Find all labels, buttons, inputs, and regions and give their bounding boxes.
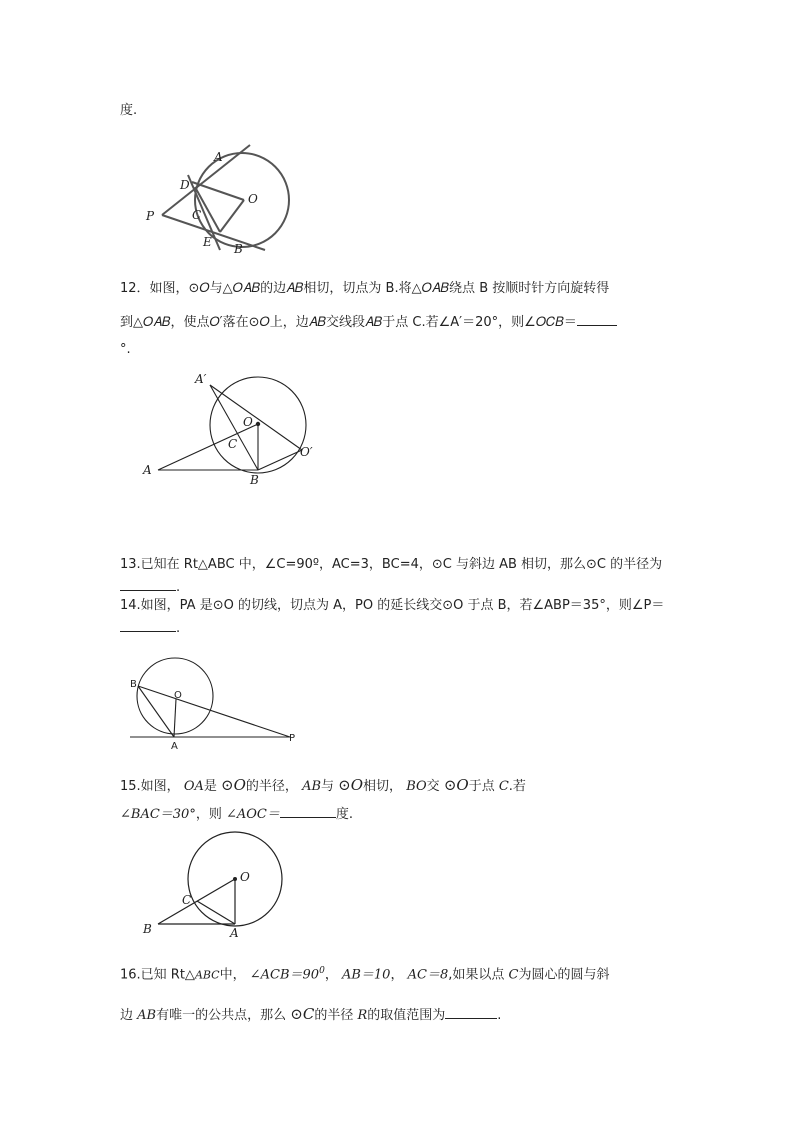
q15-math: ⊙O [338,776,364,794]
q16-math: ∠ACB＝90 [249,967,320,983]
label-p: P [146,209,155,223]
question-12-line-3: °. [120,342,131,357]
label-c: C [228,437,238,451]
q16-text: 的取值范围为 [367,1008,446,1023]
q16-text: 有唯一的公共点，那么 [156,1008,287,1023]
label-a: A [230,926,239,940]
q16-text: 为圆心的圆与斜 [518,967,610,983]
question-14-end: . [176,621,181,636]
q16-math: ABC [194,968,220,982]
answer-blank[interactable] [120,619,176,632]
q16-text: 16.已知 Rt△ [120,967,195,983]
label-e: E [203,235,212,249]
q15-math: C [498,779,509,794]
label-p: P [289,733,296,744]
answer-blank[interactable] [280,805,336,818]
q15-text: 与 [321,779,335,794]
figure-15 [140,830,300,945]
q15-text: 的半径， [245,779,298,794]
q15-text: 度. [335,807,354,822]
label-b: B [250,473,259,487]
q15-text: ，则 [195,807,222,822]
question-12-line-1: 12．如图，⊙𝑂与△𝑂𝐴𝐵的边𝐴𝐵相切，切点为 B.将△𝑂𝐴𝐵绕点 B 按顺时针方向旋转得 [120,281,610,296]
label-b: B [234,242,243,256]
q16-text: 边 [120,1008,134,1023]
q15-math: AB [302,779,322,794]
label-a: A [171,741,178,752]
q15-text: 于点 [468,779,495,794]
answer-blank[interactable] [445,1006,497,1019]
question-12-text: 到△𝑂𝐴𝐵，使点𝑂′落在⊙𝑂上，边𝐴𝐵交线段𝐴𝐵于点 C.若∠A′＝20°，则∠𝑂𝐶𝐵＝ [120,315,577,330]
q15-text: 是 [203,779,217,794]
label-o: O [174,690,182,701]
q15-math: ∠AOC＝ [225,807,280,822]
label-a: A [143,463,152,477]
figure-12 [140,370,320,490]
q16-text: 的半径 [314,1008,354,1023]
label-c: C [192,208,202,222]
q16-math: C [508,967,519,983]
q15-text: 相切， [363,779,403,794]
label-o: O [240,870,250,884]
question-13-line-1: 13.已知在 Rt△ABC 中，∠C=90º，AC=3，BC=4，⊙C 与斜边 AB 相切，那么⊙C 的半径为 [120,557,663,572]
answer-blank[interactable] [577,313,617,326]
q16-text: ， [390,967,404,983]
question-13-end: . [176,580,181,595]
q16-text: ， [324,967,338,983]
label-o: O [243,415,253,429]
figure-14 [125,655,305,755]
q16-math-sup: 0 [319,966,325,976]
q15-text: 交 [426,779,440,794]
figure-11 [140,140,300,260]
question-13-line-2 [120,578,180,596]
label-c: C [182,893,192,907]
q15-text: 15.如图， [120,779,180,794]
q15-math: ⊙O [443,776,469,794]
q15-text: .若 [508,779,526,794]
q16-text: 中， [219,967,246,983]
label-d: D [180,178,190,192]
question-16-line-2 [120,1006,501,1024]
question-12-line-2 [120,313,617,331]
text-line: 度. [120,103,138,118]
question-14-line-2 [120,619,180,637]
q16-math: AC＝8 [407,967,449,983]
q16-math: AB [137,1008,157,1023]
q16-math: AB＝10 [341,967,391,983]
q16-text: ,如果以点 [448,967,505,983]
answer-blank[interactable] [120,578,176,591]
label-o: O [248,192,258,206]
question-15-line-1 [120,777,526,795]
question-15-line-2 [120,805,353,823]
label-o-prime: O′ [300,445,313,459]
question-14-line-1: 14.如图，PA 是⊙O 的切线，切点为 A，PO 的延长线交⊙O 于点 B，若∠ABP＝35°，则∠P＝ [120,598,665,613]
q15-math: OA [183,779,204,794]
question-16-line-1 [120,963,609,983]
q15-math: ∠BAC＝30° [120,807,196,822]
q15-math: ⊙O [221,776,246,794]
q15-math: BO [406,779,427,794]
label-a: A [214,150,223,164]
q16-math: ⊙C [290,1005,315,1023]
q16-math: R [357,1008,368,1023]
label-a-prime: A′ [195,372,207,386]
label-b: B [143,922,152,936]
q16-text: . [497,1008,502,1023]
label-b: B [130,679,137,690]
